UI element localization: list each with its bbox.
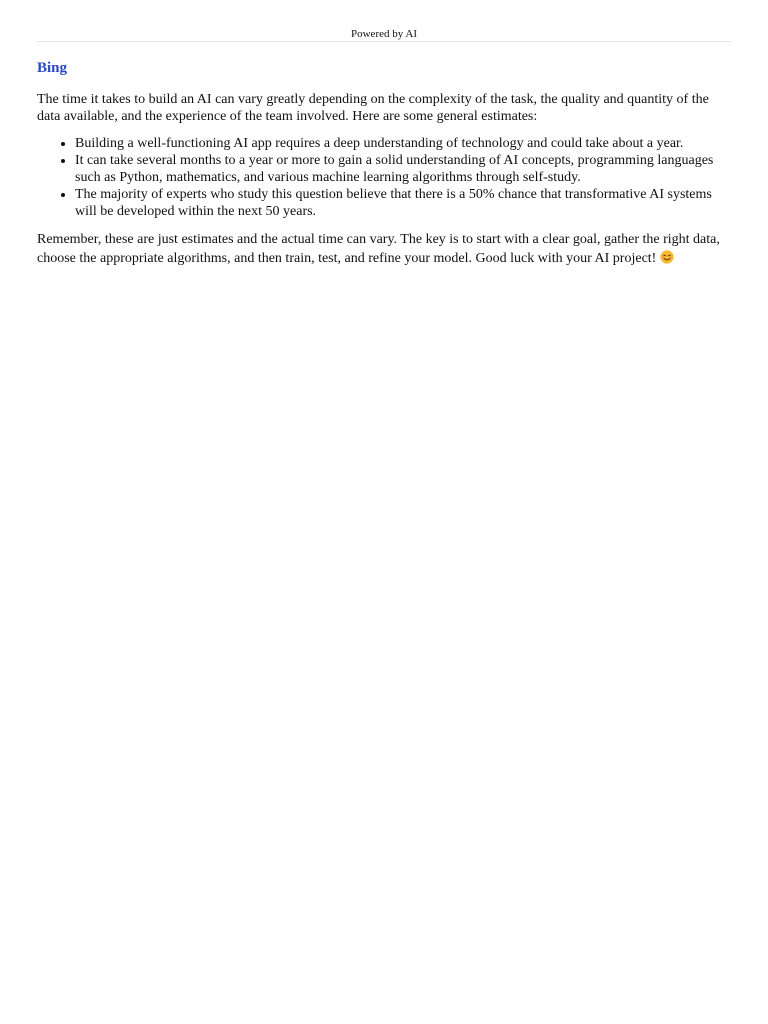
closing-text: Remember, these are just estimates and the actual time can vary. The key is to start with a clear goal, gather the right data, choose the appropriate algorithms, and then train, test, and refine your model. Good luck with your AI project! [37, 232, 720, 266]
smiling-face-svg [660, 250, 674, 264]
smiling-face-icon [660, 250, 674, 264]
closing-paragraph [37, 230, 731, 268]
list-item: • It can take several months to a year or more to gain a solid understanding of AI concepts, programming languages such as Python, mathematics, and various machine learning algorithms through self-study. [75, 152, 731, 186]
header-divider [37, 41, 731, 42]
powered-by-label: Powered by AI [351, 28, 417, 40]
list-item: • The majority of experts who study this question believe that there is a 50% chance that transformative AI systems will be developed within the next 50 years. [75, 186, 731, 220]
source-title: Bing [37, 60, 68, 76]
estimates-list [37, 135, 731, 220]
intro-paragraph: The time it takes to build an AI can vary greatly depending on the complexity of the task, the quality and quantity of the data available, and the experience of the team involved. Here are some general estimates: [37, 92, 709, 124]
list-item: • Building a well-functioning AI app requires a deep understanding of technology and could take about a year. [75, 135, 731, 152]
